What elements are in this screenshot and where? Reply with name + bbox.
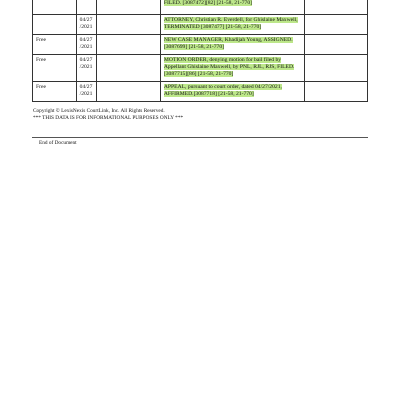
table-row (33, 82, 368, 102)
extra-cell (305, 0, 368, 15)
docket-table (32, 0, 368, 102)
entry-text: MOTION ORDER, denying motion for bail filed by Appellant Ghislaine Maxwell, by PNL, RJL, RJS, FILED. [3087715][86] [21-58, 21-770] (163, 57, 295, 78)
divider (32, 137, 368, 138)
fee-cell (33, 0, 77, 15)
entry-text: ATTORNEY, Christian R. Everdell, for Ghislaine Maxwell, TERMINATED [3087477] [21-58, 21-770] (163, 17, 298, 31)
end-of-document-text: End of Document (39, 140, 77, 146)
footer (33, 108, 367, 122)
table-row (33, 15, 368, 35)
extra-cell (305, 15, 368, 35)
date-cell: 04/27 /2021 (76, 35, 96, 55)
entry-text: NEW CASE MANAGER, Khadijah Young, ASSIGNED.[3087699] [21-58, 21-770] (163, 37, 293, 51)
copyright-text: Copyright © LexisNexis CourtLink, Inc. All Rights Reserved. (33, 108, 165, 114)
table-row (33, 55, 368, 82)
date-cell: 04/27 /2021 (76, 55, 96, 82)
date-cell (76, 0, 96, 15)
entry-number-cell (96, 55, 160, 82)
entry-number-cell (96, 82, 160, 102)
date-cell: 04/27 /2021 (76, 15, 96, 35)
fee-cell (33, 15, 77, 35)
disclaimer-text: *** THIS DATA IS FOR INFORMATIONAL PURPOSES ONLY *** (33, 115, 184, 122)
entry-text-cell (160, 0, 304, 15)
fee-cell: Free (33, 35, 77, 55)
entry-number-cell (96, 35, 160, 55)
entry-number-cell (96, 15, 160, 35)
extra-cell (305, 55, 368, 82)
extra-cell (305, 82, 368, 102)
entry-text: FILED. [3087472][82] [21-58, 21-770] (164, 0, 289, 6)
entry-text: APPEAL, pursuant to court order, dated 04/27/2021, AFFIRMED.[3087718] [21-58, 21-770] (163, 84, 282, 98)
entry-number-cell (96, 0, 160, 15)
fee-cell: Free (33, 82, 77, 102)
entry-text-cell (160, 55, 304, 82)
extra-cell (305, 35, 368, 55)
entry-text-cell (160, 15, 304, 35)
fee-cell: Free (33, 55, 77, 82)
date-cell: 04/27 /2021 (76, 82, 96, 102)
table-row (33, 35, 368, 55)
table-row (33, 0, 368, 15)
entry-text-cell (160, 82, 304, 102)
entry-text-cell (160, 35, 304, 55)
